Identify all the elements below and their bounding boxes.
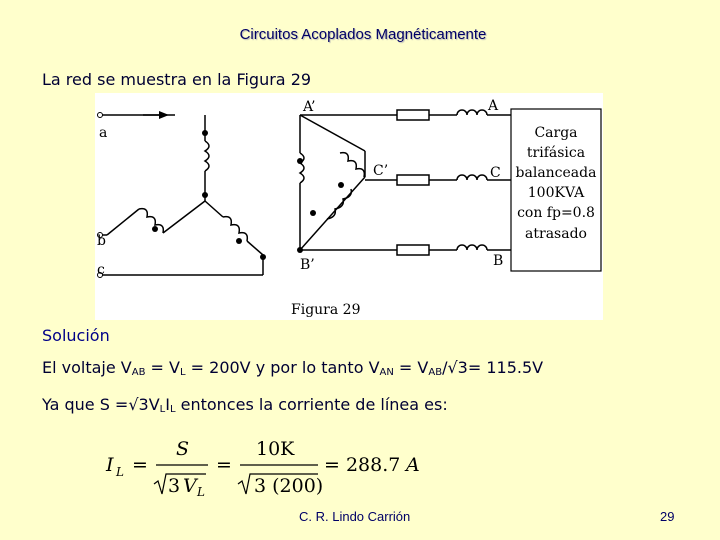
figure-caption: Figura 29 (291, 302, 361, 318)
voltage-sub: AN (379, 367, 394, 378)
label-b-prime: B’ (300, 257, 315, 273)
load-line: trifásica (526, 145, 586, 161)
primary-wire (247, 241, 263, 255)
polarity-dot (202, 130, 208, 136)
voltage-text: = V (145, 358, 180, 377)
formula-den1-root: 3 (168, 475, 181, 497)
footer-author: C. R. Lindo Carrión (299, 509, 411, 524)
power-text: I (165, 395, 170, 414)
equals-sign: = (216, 454, 232, 476)
formula-lhs: I (106, 454, 114, 476)
primary-coil-a (205, 141, 209, 171)
load-line: Carga (534, 125, 578, 141)
primary-wire (163, 201, 205, 233)
page-number: 29 (660, 509, 675, 524)
resistor-a (397, 110, 429, 120)
primary-coil-c (223, 217, 247, 241)
label-line-b: B (493, 253, 504, 269)
label-c-prime: C’ (373, 163, 389, 179)
inductor-b (457, 245, 487, 250)
current-formula (100, 430, 430, 500)
secondary-coil-ab (300, 153, 304, 183)
voltage-sub: AB (131, 367, 146, 378)
voltage-text: /√3= 115.5V (442, 358, 544, 377)
formula-num1: S (176, 438, 190, 460)
voltage-sub: AB (428, 367, 443, 378)
primary-wire (107, 209, 139, 235)
polarity-dot (297, 247, 303, 253)
secondary-wire (300, 177, 365, 250)
voltage-sub: L (179, 367, 186, 378)
load-line: atrasado (525, 226, 587, 242)
primary-wire (205, 201, 223, 217)
arrow-head (159, 111, 169, 119)
resistor-b (397, 245, 429, 255)
polarity-dot (152, 226, 158, 232)
polarity-dot (202, 192, 208, 198)
polarity-dot (260, 254, 266, 260)
circuit-diagram (95, 93, 603, 320)
label-a-prime: A’ (303, 99, 316, 115)
voltage-statement (42, 358, 543, 378)
label-c: c (97, 262, 105, 278)
circuit-figure (95, 93, 603, 320)
slide-title: Circuitos Acoplados Magnéticamente (239, 26, 487, 43)
intro-text: La red se muestra en la Figura 29 (42, 70, 312, 89)
power-sub: L (159, 404, 166, 415)
inductor-c (457, 175, 487, 180)
polarity-dot (310, 210, 316, 216)
load-line: balanceada (515, 165, 597, 181)
polarity-dot (338, 182, 344, 188)
formula-den1-var: V (183, 475, 197, 497)
load-line: con fp=0.8 (517, 205, 595, 221)
formula-svg (100, 430, 430, 500)
formula-den1-sub: L (197, 485, 205, 499)
inductor-a (457, 110, 487, 115)
power-statement (42, 395, 448, 415)
secondary-wire (300, 115, 365, 151)
solution-heading: Solución (42, 326, 110, 345)
voltage-text: = V (393, 358, 429, 377)
formula-result: = 288.7 (324, 454, 401, 476)
resistor-c (397, 175, 429, 185)
polarity-dot (236, 238, 242, 244)
power-sub: L (169, 404, 176, 415)
load-line: 100KVA (527, 185, 585, 201)
primary-coil-b (139, 209, 163, 233)
power-text: Ya que S =√3V (42, 395, 160, 414)
formula-den2: 3 (200) (254, 475, 324, 497)
secondary-coil-ac (340, 153, 364, 177)
formula-unit: A (406, 454, 420, 476)
label-a: a (99, 125, 108, 141)
polarity-dot (297, 158, 303, 164)
voltage-text: = 200V y por lo tanto V (185, 358, 380, 377)
label-b: b (97, 233, 106, 249)
terminal-a (98, 113, 103, 118)
power-text: entonces la corriente de línea es: (175, 395, 448, 414)
voltage-text: El voltaje V (42, 358, 132, 377)
formula-num2: 10K (256, 438, 295, 460)
equals-sign: = (132, 454, 148, 476)
label-line-a: A (488, 98, 499, 114)
label-line-c: C (490, 165, 501, 181)
formula-lhs-sub: L (116, 465, 124, 479)
